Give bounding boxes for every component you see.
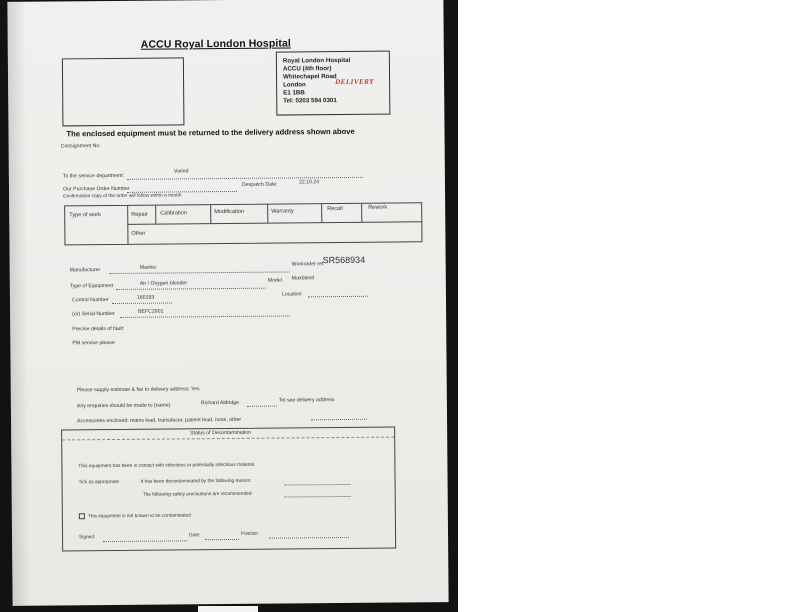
date-label: Date: [189,533,201,539]
location-label: Location [281,291,302,298]
equipment-type-dotted-line [116,288,266,290]
serial-number-value: BEFC2001 [138,308,164,315]
equipment-type-label: Type of Equipment [69,283,114,290]
decontamination-heading: Status of Decontamination [190,429,252,437]
page-edge-tab [198,606,258,612]
manufacturer-value: Maxtec [139,264,157,271]
serial-number-label: (or) Serial Number [72,310,115,318]
purchase-order-dotted-line [127,191,237,193]
service-dept-label: To the service department: [62,172,125,180]
signed-dotted-line [103,540,187,542]
tick-label: Tick as appropriate [78,479,120,486]
return-notice: The enclosed equipment must be returned to the delivery address shown above [66,126,355,139]
manufacturer-dotted-line [110,271,290,274]
fault-details-label: Precise details of fault: [72,325,125,333]
position-dotted-line [269,537,349,539]
delivery-address-box [276,51,391,116]
table-divider [361,204,362,222]
address-line: E1 1BB [283,89,305,97]
model-value: Maxblend [291,275,315,282]
paper-shadow [7,2,30,606]
enquiries-dotted-line [247,406,277,407]
dispatch-value: 22.10.24 [298,179,320,186]
work-type-repair[interactable]: Repair [131,211,148,218]
type-of-work-label: Type of work [69,212,101,219]
contact-line: This equipment has been in contact with infectious or potentially infectious material. [78,462,256,470]
signed-label: Signed: [79,535,96,541]
accessories-dotted-line [311,419,367,420]
address-line: Whitechapel Road [283,73,337,81]
not-contaminated-checkbox[interactable] [79,513,85,519]
table-divider [127,206,128,244]
address-line: ACCU (4th floor) [282,65,332,73]
work-type-modification[interactable]: Modification [214,208,245,216]
purchase-order-label: Our Purchase Order Number [62,185,130,193]
work-type-calibration[interactable]: Calibration [160,210,188,217]
precautions-line: The following safety precautions are recommended: [142,491,253,498]
form-sheet [7,0,448,606]
address-line: Tel: 0203 594 0301 [283,97,337,105]
work-type-rework[interactable]: Rework [368,204,388,211]
heading-divider [62,437,394,441]
decontamination-method-line: It has been decontaminated by the following means: [140,478,252,485]
enquiries-label: Any enquiries should be made to (name) [76,402,171,410]
manufacturer-label: Manufacturer [69,267,101,274]
service-dept-dotted-line [127,177,363,180]
table-divider [210,205,211,223]
address-line: London [283,81,306,89]
serial-number-dotted-line [120,315,290,317]
type-of-work-table [64,202,422,245]
dispatch-label: Despatch Date: [241,181,278,188]
service-dept-value: Varied [173,168,189,175]
table-divider [321,204,322,222]
enquiries-tel: Tel see delivery address [278,397,335,404]
control-number-dotted-line [112,302,172,304]
fault-details-value: PM service please [72,339,115,347]
consignment-label: Consignment No. [60,143,101,150]
date-dotted-line [205,539,239,540]
not-contaminated-label: This equipment is not known to be contaminated [87,513,191,520]
address-line: Royal London Hospital [282,56,351,65]
control-number-label: Control Number [71,297,109,304]
precautions-dotted-line [285,496,351,498]
equipment-type-value: Air / Oxygen blender [139,280,188,287]
delivery-stamp: DELIVERY [335,77,375,87]
table-divider [127,221,421,225]
position-label: Position [241,531,259,537]
logo-placeholder-box [62,57,185,126]
table-divider [155,206,156,224]
table-divider [267,205,268,223]
method-dotted-line [285,484,351,486]
enquiries-name: Richard Aldridge [200,399,239,407]
workorder-value: SR568934 [322,254,366,266]
control-number-value: 160193 [136,294,155,301]
work-type-other[interactable]: Other [131,230,146,237]
work-type-recall[interactable]: Recall [327,205,343,213]
workorder-label: Workorder ref: [291,261,325,268]
confirmation-note: Confirmation copy of the order will follow within a month [63,193,182,200]
decontamination-box [61,427,396,552]
form-title: ACCU Royal London Hospital [140,37,291,51]
model-label: Model [267,277,282,284]
estimate-line: Please supply estimate & fax to delivery address: Yes [76,386,200,394]
location-dotted-line [308,296,368,298]
work-type-warranty[interactable]: Warranty [271,208,294,215]
accessories-line: Accessories enclosed: mains lead, transducer, patient lead, none, other [77,416,242,425]
